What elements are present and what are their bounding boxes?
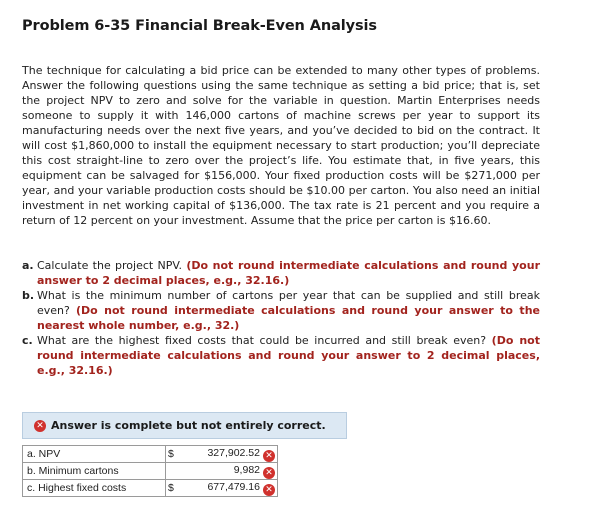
- question-instruction: (Do not round intermediate calculations and round your answer to 2 decimal places, e.g., 32.16.): [37, 259, 540, 287]
- table-row: [23, 463, 278, 480]
- question-marker: b.: [22, 289, 35, 302]
- x-circle-icon: ✕: [34, 420, 46, 432]
- question-marker: a.: [22, 259, 34, 272]
- currency-symbol: [166, 463, 178, 480]
- question-a: [22, 258, 540, 288]
- question-instruction: (Do not round intermediate calculations and round your answer to the nearest whole number, e.g., 32.): [37, 304, 540, 332]
- answer-cell[interactable]: [178, 463, 278, 480]
- answer-value: 677,479.16: [207, 480, 260, 493]
- answer-value: 327,902.52: [207, 446, 260, 459]
- question-list: [22, 258, 540, 378]
- row-label: c. Highest fixed costs: [23, 480, 166, 497]
- results-table: [22, 445, 278, 497]
- incorrect-icon: ✕: [263, 467, 275, 479]
- answer-value: 9,982: [233, 463, 260, 476]
- row-label: b. Minimum cartons: [23, 463, 166, 480]
- answer-status-text: Answer is complete but not entirely correct.: [51, 419, 326, 432]
- currency-symbol: $: [166, 446, 178, 463]
- question-text: Calculate the project NPV.: [37, 259, 187, 272]
- problem-description: The technique for calculating a bid price can be extended to many other types of problems. Answer the following questions using the same technique as setting a bid price; that is, set the project NPV to zero and solve for the variable in question. Martin Enterprises needs someone to supply it with 146,000 cartons of machine screws per year to support its manufacturing needs over the next five years, and you’ve decided to bid on the contract. It will cost $1,860,000 to install the equipment necessary to start production; you’ll depreciate this cost straight-line to zero over the project’s life. You estimate that, in five years, this equipment can be salvaged for $156,000. Your fixed production costs will be $271,000 per year, and your variable production costs should be $10.00 per carton. You also need an initial investment in net working capital of $136,000. The tax rate is 21 percent and you require a return of 12 percent on your investment. Assume that the price per carton is $16.60.: [22, 64, 540, 227]
- question-text: What are the highest fixed costs that could be incurred and still break even?: [37, 334, 492, 347]
- answer-cell[interactable]: [178, 480, 278, 497]
- answer-status-banner: [22, 412, 347, 439]
- table-row: [23, 480, 278, 497]
- table-row: [23, 446, 278, 463]
- incorrect-icon: ✕: [263, 484, 275, 496]
- currency-symbol: $: [166, 480, 178, 497]
- question-marker: c.: [22, 334, 33, 347]
- answer-cell[interactable]: [178, 446, 278, 463]
- question-text: What is the minimum number of cartons per year that can be supplied and still break even?: [37, 289, 540, 317]
- problem-title: Problem 6-35 Financial Break-Even Analysis: [22, 18, 377, 34]
- question-c: [22, 333, 540, 378]
- question-b: [22, 288, 540, 333]
- incorrect-icon: ✕: [263, 450, 275, 462]
- row-label: a. NPV: [23, 446, 166, 463]
- question-instruction: (Do not round intermediate calculations and round your answer to 2 decimal places, e.g., 32.16.): [37, 334, 540, 377]
